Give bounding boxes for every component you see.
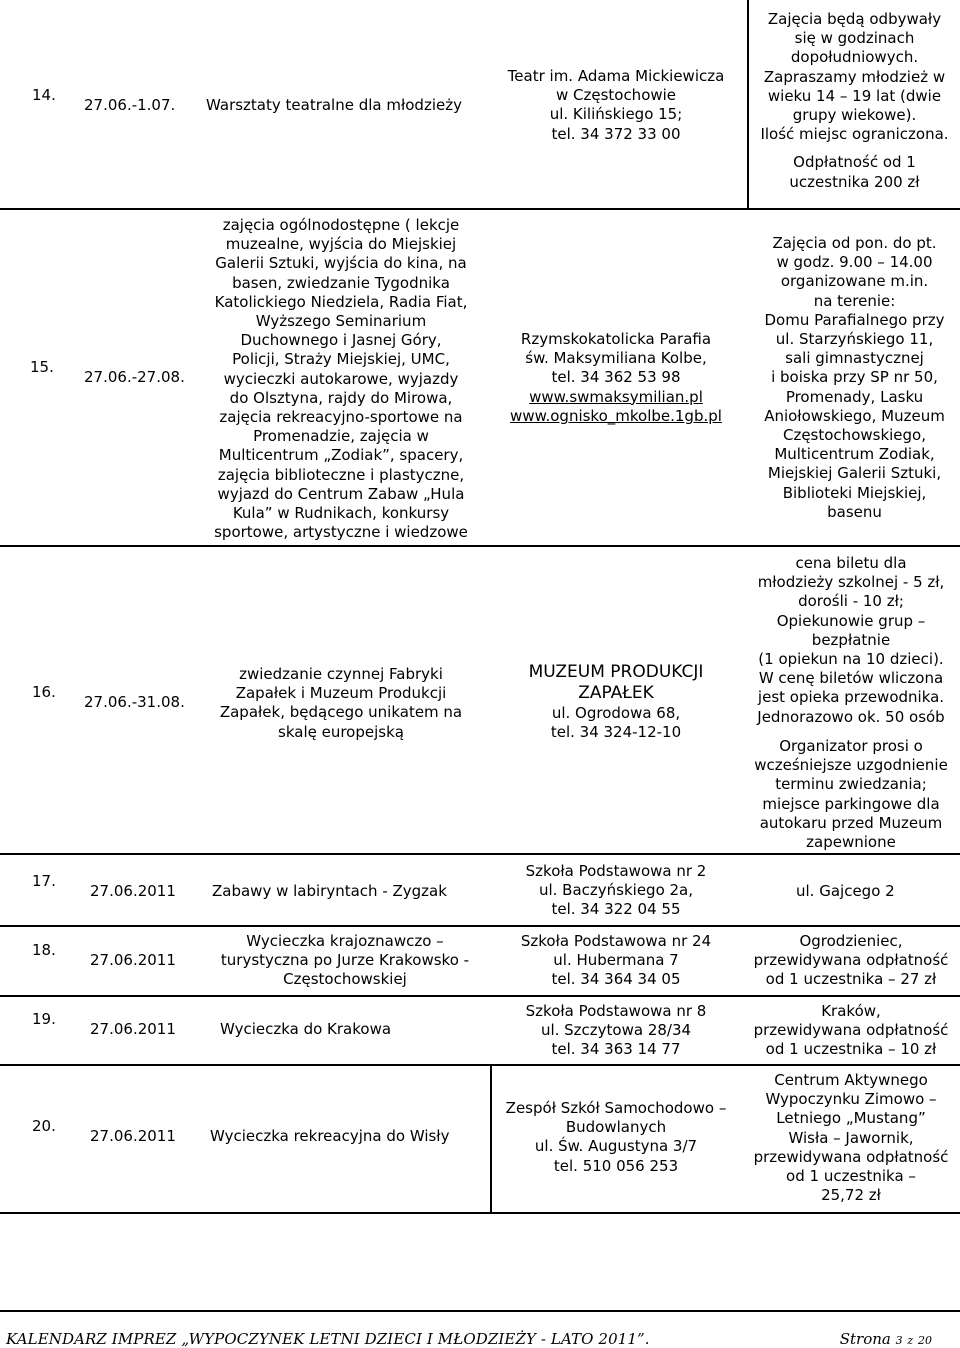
footer-title: KALENDARZ IMPREZ „WYPOCZYNEK LETNI DZIECI I MŁODZIEŻY - LATO 2011”. <box>6 1330 650 1348</box>
row-organizer: Szkoła Podstawowa nr 8 ul. Szczytowa 28/34 tel. 34 363 14 77 <box>525 1002 707 1059</box>
row-number: 14. <box>32 86 56 104</box>
row-organizer: Szkoła Podstawowa nr 2 ul. Baczyńskiego 2a, tel. 34 322 04 55 <box>525 862 707 919</box>
row-organizer: Zespół Szkół Samochodowo – Budowlanych ul. Św. Augustyna 3/7 tel. 510 056 253 <box>505 1099 727 1175</box>
row-number: 16. <box>32 683 56 701</box>
row-organizer: Rzymskokatolicka Parafia św. Maksymiliana Kolbe, tel. 34 362 53 98 www.swmaksymilian.pl www.ognisko_mkolbe.1gb.pl <box>486 330 746 426</box>
row-date: 27.06.-1.07. <box>84 96 176 114</box>
row-number: 15. <box>30 358 54 376</box>
row-description: zwiedzanie czynnej Fabryki Zapałek i Muzeum Produkcji Zapałek, będącego unikatem na skalę europejską <box>219 665 463 741</box>
row-date: 27.06.2011 <box>90 951 176 969</box>
row-remarks-organizer-note: Organizator prosi o wcześniejsze uzgodnienie terminu zwiedzania; miejsce parkingowe dla autokaru przed Muzeum zapewnione <box>754 737 948 852</box>
row-description: Wycieczka do Krakowa <box>220 1020 392 1038</box>
footer-divider <box>0 1310 960 1312</box>
row-date: 27.06.2011 <box>90 1020 176 1038</box>
row-number: 17. <box>32 872 56 890</box>
row-divider <box>0 208 960 210</box>
row-divider <box>0 995 960 997</box>
row-organizer: Szkoła Podstawowa nr 24 ul. Hubermana 7 tel. 34 364 34 05 <box>520 932 712 989</box>
row-date: 27.06.2011 <box>90 1127 176 1145</box>
row-divider <box>0 1064 960 1066</box>
row-description: Wycieczka rekreacyjna do Wisły <box>210 1127 450 1145</box>
row-number: 20. <box>32 1117 56 1135</box>
row-organizer: Teatr im. Adama Mickiewicza w Częstochowie ul. Kilińskiego 15; tel. 34 372 33 00 <box>507 67 725 143</box>
row-number: 19. <box>32 1010 56 1028</box>
row-description: Zabawy w labiryntach - Zygzak <box>212 882 447 900</box>
row-remarks: Zajęcia od pon. do pt. w godz. 9.00 – 14.00 organizowane m.in. na terenie: Domu Parafialnego przy ul. Starzyńskiego 11, sali gimnastycznej i boiska przy SP nr 50, Promenady, Lasku Aniołowskiego, Muzeum Częstochowskiego, Multicentrum Zodiak, Miejskiej Galerii Sztuki, Biblioteki Miejskiej, basenu <box>764 234 945 521</box>
page-number: Strona 3 z 20 <box>839 1330 932 1348</box>
row-remarks: Zajęcia będą odbywały się w godzinach dopołudniowych. Zapraszamy młodzież w wieku 14 – 19 lat (dwie grupy wiekowe). Ilość miejsc ograniczona. Odpłatność od 1 uczestnika 200 zł <box>760 10 949 191</box>
website-link[interactable]: www.ognisko_mkolbe.1gb.pl <box>510 406 722 425</box>
website-link[interactable]: www.swmaksymilian.pl <box>529 387 703 406</box>
row-divider <box>0 1212 960 1214</box>
row-description: Wycieczka krajoznawczo – turystyczna po Jurze Krakowsko - Częstochowskiej <box>220 932 470 989</box>
row-description: Warsztaty teatralne dla młodzieży <box>206 96 462 114</box>
row-divider <box>0 925 960 927</box>
organizer-title: ZAPAŁEK <box>578 683 654 703</box>
organizer-title: MUZEUM PRODUKCJI <box>528 662 704 682</box>
row-organizer: MUZEUM PRODUKCJI ZAPAŁEK ul. Ogrodowa 68, tel. 34 324-12-10 <box>486 662 746 742</box>
row-remarks: Ogrodzieniec, przewidywana odpłatność od 1 uczestnika – 27 zł <box>753 932 949 989</box>
row-remarks: cena biletu dla młodzieży szkolnej - 5 zł, dorośli - 10 zł; Opiekunowie grup – bezpłatnie (1 opiekun na 10 dzieci). W cenę biletów wliczona jest opieka przewodnika. Jednorazowo ok. 50 osób <box>757 554 945 726</box>
row-remarks: Kraków, przewidywana odpłatność od 1 uczestnika – 10 zł <box>753 1002 949 1059</box>
row-divider <box>0 545 960 547</box>
row-description: zajęcia ogólnodostępne ( lekcje muzealne, wyjścia do Miejskiej Galerii Sztuki, wyjścia do kina, na basen, zwiedzanie Tygodnika Katolickiego Niedziela, Radia Fiat, Wyższego Seminarium Duchownego i Jasnej Góry, Policji, Straży Miejskiej, UMC, wycieczki autokarowe, wyjazdy do Olsztyna, rajdy do Mirowa, zajęcia rekreacyjno-sportowe na Promenadzie, zajęcia w Multicentrum „Zodiak”, spacery, zajęcia biblioteczne i plastyczne, wyjazd do Centrum Zabaw „Hula Kula” w Rudnikach, konkursy sportowe, artystyczne i wiedzowe <box>214 216 468 542</box>
row-date: 27.06.2011 <box>90 882 176 900</box>
row-date: 27.06.-31.08. <box>84 693 185 711</box>
page-footer <box>0 1314 960 1348</box>
row-date: 27.06.-27.08. <box>84 368 185 386</box>
row-remarks: Centrum Aktywnego Wypoczynku Zimowo – Letniego „Mustang” Wisła – Jawornik, przewidywana odpłatność od 1 uczestnika – 25,72 zł <box>753 1071 949 1205</box>
row-remarks: ul. Gajcego 2 <box>796 882 895 900</box>
row-number: 18. <box>32 941 56 959</box>
row-divider <box>0 853 960 855</box>
